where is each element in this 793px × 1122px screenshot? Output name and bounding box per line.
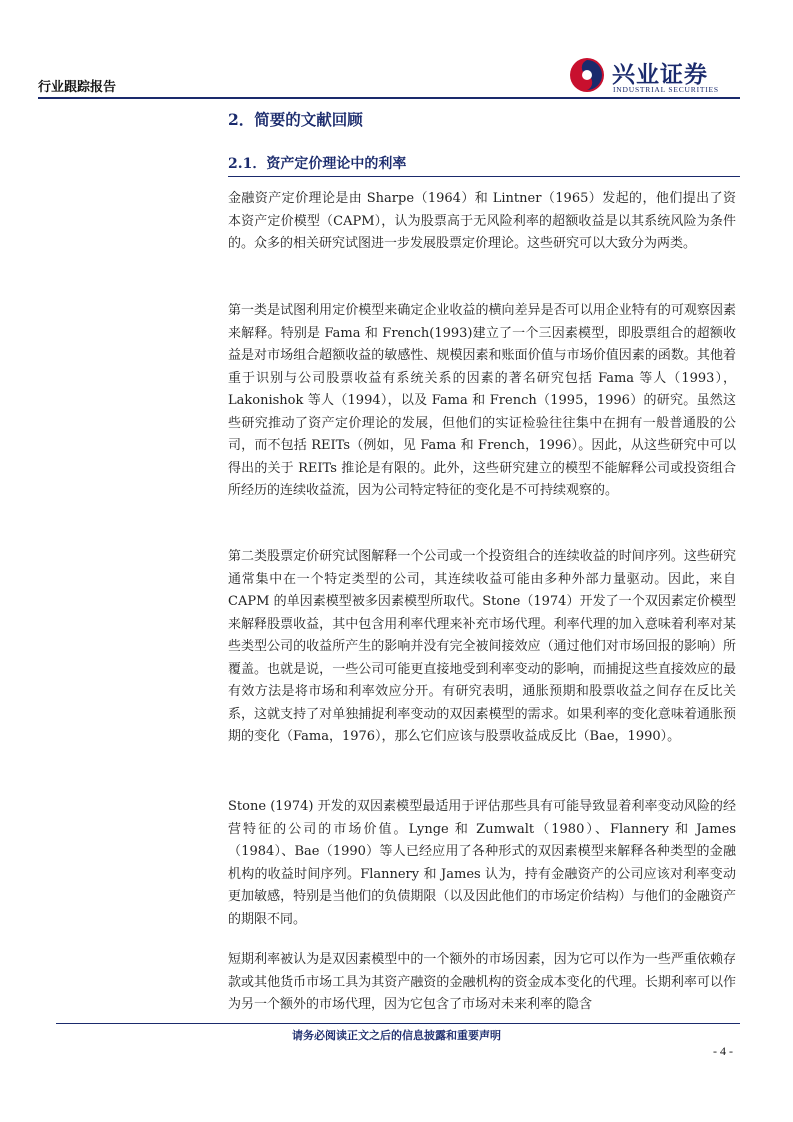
paragraph: 金融资产定价理论是由 Sharpe（1964）和 Lintner（1965）发起的，他们提出了资本资产定价模型（CAPM），认为股票高于无风险利率的超额收益是以其系统风险为条件的。众多的相关研究试图进一步发展股票定价理论。这些研究可以大致分为两类。 [228, 191, 736, 251]
subsection-underline [228, 176, 740, 177]
footer-divider [56, 1023, 740, 1024]
paragraph: 短期利率被认为是双因素模型中的一个额外的市场因素，因为它可以作为一些严重依赖存款或其他货币市场工具为其资产融资的金融机构的资金成本变化的代理。长期利率可以作为另一个额外的市场代理，因为它包含了市场对未来利率的隐含 [228, 952, 736, 1012]
paragraph: 第一类是试图利用定价模型来确定企业收益的横向差异是否可以用企业特有的可观察因素来解释。特别是 Fama 和 French(1993)建立了一个三因素模型，即股票组合的超额收益是对市场组合超额收益的敏感性、规模因素和账面价值与市场价值因素的函数。其他着重于识别与公司股票收益有系统关系的因素的著名研究包括 Fama 等人（1993），Lakonishok 等人（1994），以及 Fama 和 French（1995，1996）的研究。虽然这些研究推动了资产定价理论的发展，但他们的实证检验往往集中在拥有一般普通股的公司，而不包括 REITs（例如，见 Fama 和 French，1996）。因此，从这些研究中可以得出的关于 REITs 推论是有限的。此外，这些研究建立的模型不能解释公司或投资组合所经历的连续收益流，因为公司特定特征的变化是不可持续观察的。 [228, 303, 736, 498]
subsection-title: 2.1．资产定价理论中的利率 [228, 156, 407, 172]
company-logo [568, 56, 738, 96]
section-title: 2．简要的文献回顾 [228, 110, 363, 129]
header-divider [38, 97, 740, 99]
paragraph: 第二类股票定价研究试图解释一个公司或一个投资组合的连续收益的时间序列。这些研究通常集中在一个特定类型的公司，其连续收益可能由多种外部力量驱动。因此，来自 CAPM 的单因素模型被多因素模型所取代。Stone（1974）开发了一个双因素定价模型来解释股票收益，其中包含用利率代理来补充市场代理。利率代理的加入意味着利率对某些类型公司的收益所产生的影响并没有完全被间接效应（通过他们对市场回报的影响）所覆盖。也就是说，一些公司可能更直接地受到利率变动的影响，而捕捉这些直接效应的最有效方法是将市场和利率效应分开。有研究表明，通胀预期和股票收益之间存在反比关系，这就支持了对单独捕捉利率变动的双因素模型的需求。如果利率的变化意味着通胀预期的变化（Fama，1976），那么它们应该与股票收益成反比（Bae，1990）。 [228, 549, 736, 744]
paragraph: Stone (1974) 开发的双因素模型最适用于评估那些具有可能导致显着利率变动风险的经营特征的公司的市场价值。Lynge 和 Zumwalt（1980）、Flannery 和 James（1984）、Bae（1990）等人已经应用了各种形式的双因素模型来解释各种类型的金融机构的收益时间序列。Flannery 和 James 认为，持有金融资产的公司应该对利率变动更加敏感，特别是当他们的负债期限（以及因此他们的市场定价结构）与他们的金融资产的期限不同。 [228, 799, 736, 927]
page-number: - 4 - [713, 1044, 733, 1058]
logo-mark-icon [568, 56, 606, 94]
footer-disclaimer: 请务必阅读正文之后的信息披露和重要声明 [292, 1029, 501, 1042]
logo-chinese-name: 兴业证券 [612, 62, 708, 88]
logo-english-name: INDUSTRIAL SECURITIES [613, 85, 719, 94]
report-type-label: 行业跟踪报告 [38, 80, 117, 95]
